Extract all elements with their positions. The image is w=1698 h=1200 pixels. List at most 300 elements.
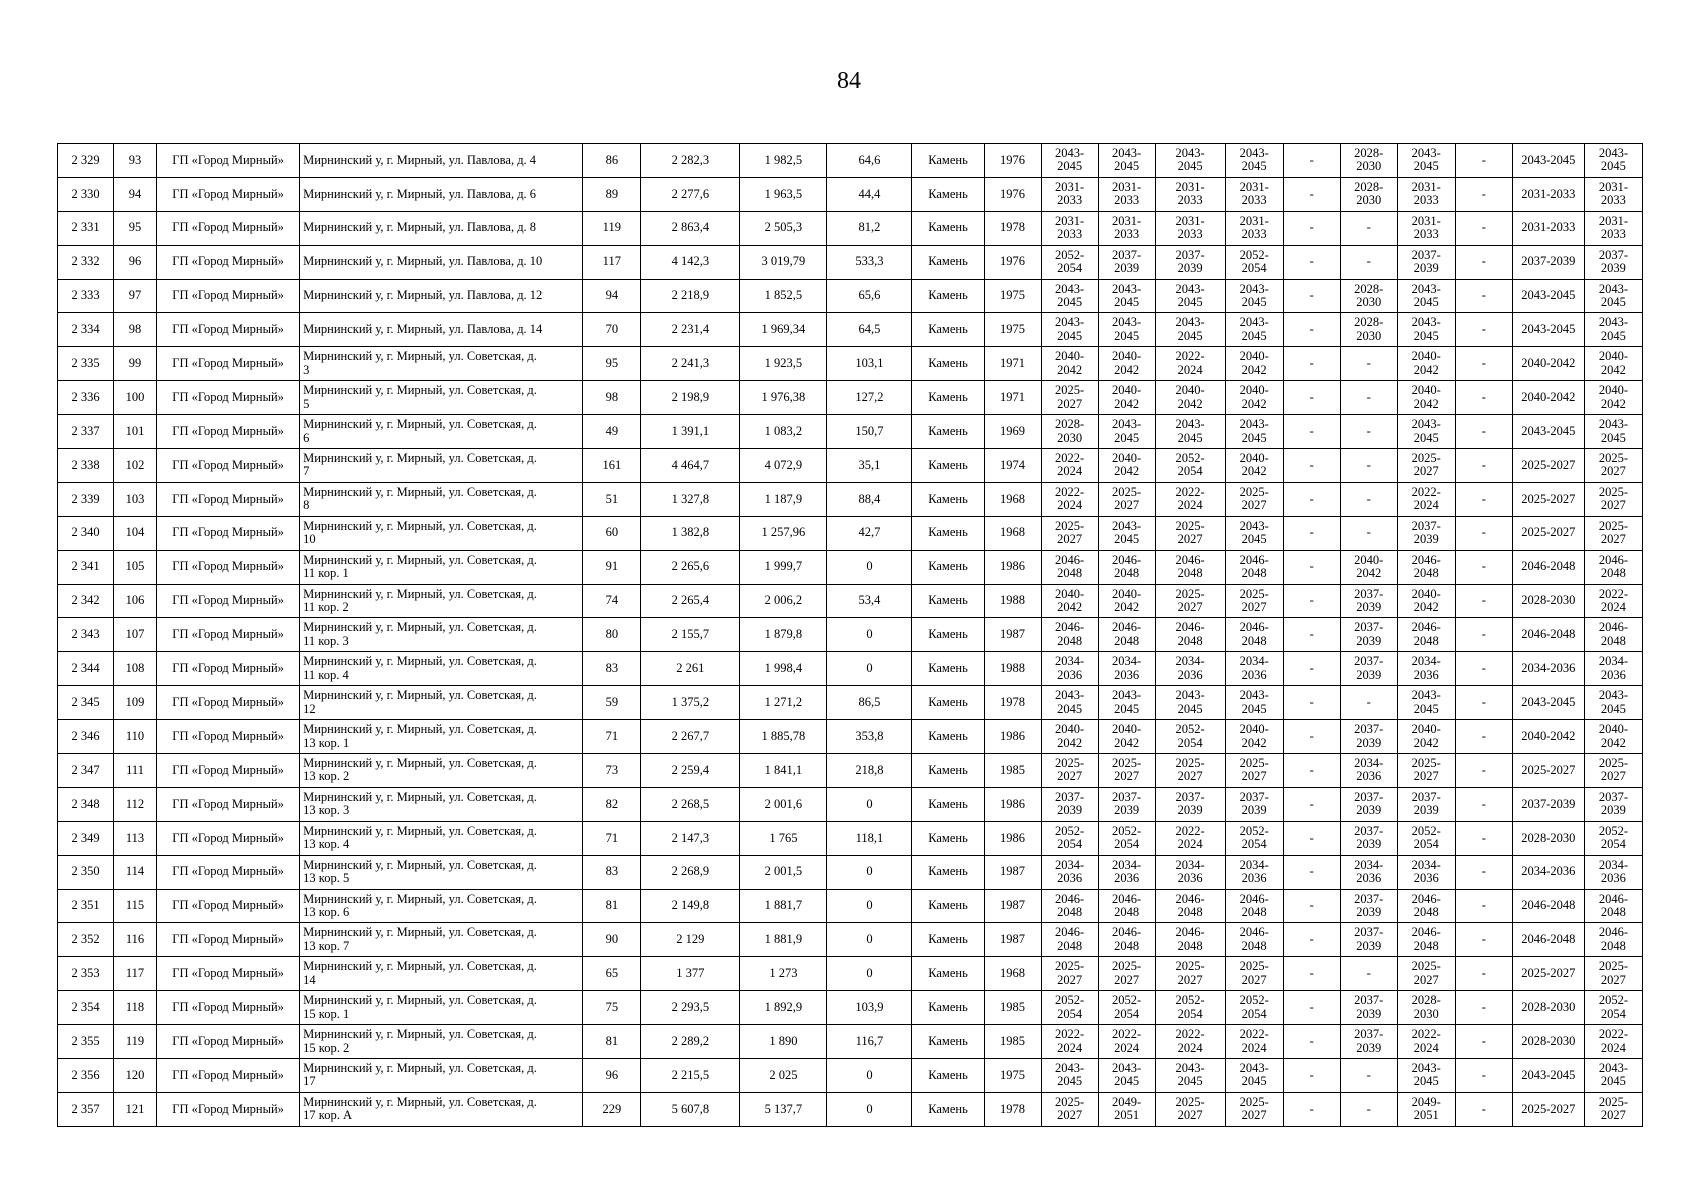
period-1-cell: 2052- 2054 [1041, 991, 1098, 1025]
period-3-cell: 2025- 2027 [1155, 1092, 1225, 1126]
period-6-cell: 2034- 2036 [1340, 855, 1397, 889]
period-7-cell: 2046- 2048 [1397, 923, 1455, 957]
period-1-cell: 2052- 2054 [1041, 245, 1098, 279]
period-4-cell: 2022- 2024 [1225, 1025, 1283, 1059]
table-row [58, 245, 1643, 279]
total-area-cell: 2 149,8 [641, 889, 740, 923]
period-9-cell: 2046-2048 [1512, 923, 1584, 957]
period-8-cell: - [1455, 686, 1512, 720]
living-area-cell: 4 072,9 [740, 449, 827, 483]
register-number-cell: 2 336 [58, 381, 114, 415]
period-10-cell: 2043- 2045 [1584, 1059, 1642, 1093]
period-2-cell: 2043- 2045 [1098, 313, 1155, 347]
build-year-cell: 1985 [984, 754, 1041, 788]
period-6-cell: 2037- 2039 [1340, 991, 1397, 1025]
period-3-cell: 2052- 2054 [1155, 991, 1225, 1025]
period-3-cell: 2025- 2027 [1155, 516, 1225, 550]
period-9-cell: 2031-2033 [1512, 211, 1584, 245]
apartments-count-cell: 65 [583, 957, 641, 991]
nonresidential-area-cell: 64,5 [827, 313, 912, 347]
period-7-cell: 2040- 2042 [1397, 720, 1455, 754]
nonresidential-area-cell: 42,7 [827, 516, 912, 550]
period-10-cell: 2046- 2048 [1584, 923, 1642, 957]
table-row [58, 923, 1643, 957]
period-1-cell: 2025- 2027 [1041, 957, 1098, 991]
register-number-cell: 2 335 [58, 347, 114, 381]
period-4-cell: 2043- 2045 [1225, 415, 1283, 449]
period-10-cell: 2025- 2027 [1584, 449, 1642, 483]
wall-material-cell: Камень [912, 313, 984, 347]
period-8-cell: - [1455, 889, 1512, 923]
table-row [58, 584, 1643, 618]
period-6-cell: - [1340, 381, 1397, 415]
item-number-cell: 105 [114, 550, 157, 584]
register-number-cell: 2 353 [58, 957, 114, 991]
period-8-cell: - [1455, 381, 1512, 415]
period-4-cell: 2043- 2045 [1225, 313, 1283, 347]
wall-material-cell: Камень [912, 449, 984, 483]
apartments-count-cell: 81 [583, 889, 641, 923]
period-2-cell: 2037- 2039 [1098, 245, 1155, 279]
total-area-cell: 2 198,9 [641, 381, 740, 415]
period-9-cell: 2040-2042 [1512, 347, 1584, 381]
period-5-cell: - [1283, 1025, 1340, 1059]
period-8-cell: - [1455, 313, 1512, 347]
item-number-cell: 97 [114, 279, 157, 313]
period-6-cell: - [1340, 245, 1397, 279]
register-number-cell: 2 357 [58, 1092, 114, 1126]
period-6-cell: 2028- 2030 [1340, 177, 1397, 211]
living-area-cell: 1 998,4 [740, 652, 827, 686]
period-8-cell: - [1455, 177, 1512, 211]
build-year-cell: 1971 [984, 347, 1041, 381]
total-area-cell: 1 391,1 [641, 415, 740, 449]
organization-cell: ГП «Город Мирный» [157, 686, 300, 720]
period-4-cell: 2043- 2045 [1225, 516, 1283, 550]
period-9-cell: 2034-2036 [1512, 652, 1584, 686]
living-area-cell: 1 999,7 [740, 550, 827, 584]
register-number-cell: 2 349 [58, 821, 114, 855]
table-row [58, 347, 1643, 381]
period-9-cell: 2043-2045 [1512, 1059, 1584, 1093]
period-3-cell: 2046- 2048 [1155, 889, 1225, 923]
period-1-cell: 2037- 2039 [1041, 787, 1098, 821]
period-5-cell: - [1283, 279, 1340, 313]
wall-material-cell: Камень [912, 991, 984, 1025]
address-cell: Мирнинский у, г. Мирный, ул. Советская, д. 5 [300, 381, 583, 415]
address-cell: Мирнинский у, г. Мирный, ул. Советская, д. 13 кор. 3 [300, 787, 583, 821]
period-7-cell: 2043- 2045 [1397, 1059, 1455, 1093]
period-6-cell: 2034- 2036 [1340, 754, 1397, 788]
period-2-cell: 2040- 2042 [1098, 449, 1155, 483]
table-row [58, 550, 1643, 584]
period-4-cell: 2043- 2045 [1225, 144, 1283, 178]
living-area-cell: 2 505,3 [740, 211, 827, 245]
period-2-cell: 2052- 2054 [1098, 991, 1155, 1025]
period-8-cell: - [1455, 415, 1512, 449]
register-number-cell: 2 331 [58, 211, 114, 245]
period-8-cell: - [1455, 347, 1512, 381]
period-3-cell: 2043- 2045 [1155, 1059, 1225, 1093]
period-9-cell: 2046-2048 [1512, 550, 1584, 584]
period-5-cell: - [1283, 686, 1340, 720]
period-1-cell: 2046- 2048 [1041, 889, 1098, 923]
period-6-cell: - [1340, 449, 1397, 483]
table-row [58, 313, 1643, 347]
table-row [58, 381, 1643, 415]
period-4-cell: 2031- 2033 [1225, 211, 1283, 245]
organization-cell: ГП «Город Мирный» [157, 821, 300, 855]
apartments-count-cell: 49 [583, 415, 641, 449]
living-area-cell: 2 025 [740, 1059, 827, 1093]
apartments-count-cell: 161 [583, 449, 641, 483]
period-3-cell: 2046- 2048 [1155, 618, 1225, 652]
apartments-count-cell: 73 [583, 754, 641, 788]
register-number-cell: 2 355 [58, 1025, 114, 1059]
period-1-cell: 2031- 2033 [1041, 177, 1098, 211]
organization-cell: ГП «Город Мирный» [157, 415, 300, 449]
period-6-cell: 2037- 2039 [1340, 618, 1397, 652]
period-1-cell: 2043- 2045 [1041, 313, 1098, 347]
period-1-cell: 2040- 2042 [1041, 347, 1098, 381]
register-number-cell: 2 329 [58, 144, 114, 178]
register-number-cell: 2 334 [58, 313, 114, 347]
address-cell: Мирнинский у, г. Мирный, ул. Советская, д. 17 [300, 1059, 583, 1093]
item-number-cell: 100 [114, 381, 157, 415]
nonresidential-area-cell: 0 [827, 957, 912, 991]
apartments-count-cell: 74 [583, 584, 641, 618]
address-cell: Мирнинский у, г. Мирный, ул. Советская, д. 13 кор. 7 [300, 923, 583, 957]
organization-cell: ГП «Город Мирный» [157, 787, 300, 821]
period-7-cell: 2034- 2036 [1397, 652, 1455, 686]
period-1-cell: 2043- 2045 [1041, 144, 1098, 178]
apartments-count-cell: 90 [583, 923, 641, 957]
living-area-cell: 2 001,5 [740, 855, 827, 889]
period-10-cell: 2022- 2024 [1584, 1025, 1642, 1059]
period-4-cell: 2040- 2042 [1225, 381, 1283, 415]
apartments-count-cell: 70 [583, 313, 641, 347]
item-number-cell: 103 [114, 482, 157, 516]
period-4-cell: 2040- 2042 [1225, 449, 1283, 483]
period-10-cell: 2043- 2045 [1584, 415, 1642, 449]
register-number-cell: 2 333 [58, 279, 114, 313]
organization-cell: ГП «Город Мирный» [157, 957, 300, 991]
item-number-cell: 113 [114, 821, 157, 855]
nonresidential-area-cell: 116,7 [827, 1025, 912, 1059]
nonresidential-area-cell: 44,4 [827, 177, 912, 211]
nonresidential-area-cell: 103,1 [827, 347, 912, 381]
period-10-cell: 2043- 2045 [1584, 144, 1642, 178]
total-area-cell: 2 215,5 [641, 1059, 740, 1093]
period-6-cell: 2028- 2030 [1340, 144, 1397, 178]
period-5-cell: - [1283, 855, 1340, 889]
period-2-cell: 2025- 2027 [1098, 482, 1155, 516]
period-7-cell: 2043- 2045 [1397, 144, 1455, 178]
period-3-cell: 2031- 2033 [1155, 211, 1225, 245]
wall-material-cell: Камень [912, 211, 984, 245]
period-10-cell: 2037- 2039 [1584, 245, 1642, 279]
wall-material-cell: Камень [912, 889, 984, 923]
register-number-cell: 2 341 [58, 550, 114, 584]
period-4-cell: 2046- 2048 [1225, 550, 1283, 584]
period-3-cell: 2037- 2039 [1155, 245, 1225, 279]
item-number-cell: 109 [114, 686, 157, 720]
period-3-cell: 2043- 2045 [1155, 686, 1225, 720]
nonresidential-area-cell: 65,6 [827, 279, 912, 313]
period-8-cell: - [1455, 516, 1512, 550]
period-8-cell: - [1455, 279, 1512, 313]
item-number-cell: 98 [114, 313, 157, 347]
period-10-cell: 2025- 2027 [1584, 516, 1642, 550]
organization-cell: ГП «Город Мирный» [157, 991, 300, 1025]
table-row [58, 1092, 1643, 1126]
period-3-cell: 2034- 2036 [1155, 652, 1225, 686]
period-2-cell: 2025- 2027 [1098, 754, 1155, 788]
build-year-cell: 1974 [984, 449, 1041, 483]
period-7-cell: 2049- 2051 [1397, 1092, 1455, 1126]
item-number-cell: 121 [114, 1092, 157, 1126]
period-6-cell: - [1340, 516, 1397, 550]
period-4-cell: 2034- 2036 [1225, 652, 1283, 686]
period-10-cell: 2034- 2036 [1584, 652, 1642, 686]
item-number-cell: 95 [114, 211, 157, 245]
period-9-cell: 2043-2045 [1512, 415, 1584, 449]
item-number-cell: 101 [114, 415, 157, 449]
organization-cell: ГП «Город Мирный» [157, 923, 300, 957]
address-cell: Мирнинский у, г. Мирный, ул. Советская, д. 11 кор. 2 [300, 584, 583, 618]
period-1-cell: 2028- 2030 [1041, 415, 1098, 449]
period-1-cell: 2046- 2048 [1041, 618, 1098, 652]
period-5-cell: - [1283, 550, 1340, 584]
address-cell: Мирнинский у, г. Мирный, ул. Советская, д. 15 кор. 2 [300, 1025, 583, 1059]
total-area-cell: 2 231,4 [641, 313, 740, 347]
period-7-cell: 2025- 2027 [1397, 957, 1455, 991]
period-6-cell: 2037- 2039 [1340, 889, 1397, 923]
period-5-cell: - [1283, 754, 1340, 788]
period-8-cell: - [1455, 652, 1512, 686]
build-year-cell: 1987 [984, 889, 1041, 923]
period-3-cell: 2043- 2045 [1155, 415, 1225, 449]
total-area-cell: 4 464,7 [641, 449, 740, 483]
living-area-cell: 1 881,7 [740, 889, 827, 923]
total-area-cell: 2 293,5 [641, 991, 740, 1025]
register-number-cell: 2 351 [58, 889, 114, 923]
build-year-cell: 1968 [984, 482, 1041, 516]
item-number-cell: 116 [114, 923, 157, 957]
register-number-cell: 2 352 [58, 923, 114, 957]
nonresidential-area-cell: 353,8 [827, 720, 912, 754]
build-year-cell: 1987 [984, 618, 1041, 652]
period-2-cell: 2049- 2051 [1098, 1092, 1155, 1126]
address-cell: Мирнинский у, г. Мирный, ул. Павлова, д. 8 [300, 211, 583, 245]
item-number-cell: 99 [114, 347, 157, 381]
address-cell: Мирнинский у, г. Мирный, ул. Советская, д. 13 кор. 2 [300, 754, 583, 788]
period-7-cell: 2046- 2048 [1397, 550, 1455, 584]
living-area-cell: 1 841,1 [740, 754, 827, 788]
organization-cell: ГП «Город Мирный» [157, 516, 300, 550]
period-4-cell: 2025- 2027 [1225, 957, 1283, 991]
build-year-cell: 1968 [984, 957, 1041, 991]
address-cell: Мирнинский у, г. Мирный, ул. Павлова, д. 10 [300, 245, 583, 279]
living-area-cell: 1 257,96 [740, 516, 827, 550]
period-7-cell: 2025- 2027 [1397, 449, 1455, 483]
wall-material-cell: Камень [912, 652, 984, 686]
living-area-cell: 1 885,78 [740, 720, 827, 754]
period-10-cell: 2046- 2048 [1584, 550, 1642, 584]
build-year-cell: 1976 [984, 245, 1041, 279]
build-year-cell: 1975 [984, 279, 1041, 313]
item-number-cell: 104 [114, 516, 157, 550]
address-cell: Мирнинский у, г. Мирный, ул. Павлова, д. 12 [300, 279, 583, 313]
period-10-cell: 2052- 2054 [1584, 821, 1642, 855]
period-10-cell: 2040- 2042 [1584, 381, 1642, 415]
register-number-cell: 2 356 [58, 1059, 114, 1093]
item-number-cell: 102 [114, 449, 157, 483]
organization-cell: ГП «Город Мирный» [157, 381, 300, 415]
period-9-cell: 2028-2030 [1512, 584, 1584, 618]
period-3-cell: 2040- 2042 [1155, 381, 1225, 415]
period-5-cell: - [1283, 211, 1340, 245]
living-area-cell: 5 137,7 [740, 1092, 827, 1126]
address-cell: Мирнинский у, г. Мирный, ул. Советская, д. 7 [300, 449, 583, 483]
period-5-cell: - [1283, 720, 1340, 754]
table-row [58, 652, 1643, 686]
total-area-cell: 2 147,3 [641, 821, 740, 855]
living-area-cell: 1 083,2 [740, 415, 827, 449]
nonresidential-area-cell: 0 [827, 855, 912, 889]
address-cell: Мирнинский у, г. Мирный, ул. Павлова, д. 6 [300, 177, 583, 211]
period-5-cell: - [1283, 1059, 1340, 1093]
build-year-cell: 1986 [984, 720, 1041, 754]
period-6-cell: - [1340, 415, 1397, 449]
period-10-cell: 2043- 2045 [1584, 279, 1642, 313]
organization-cell: ГП «Город Мирный» [157, 618, 300, 652]
register-number-cell: 2 342 [58, 584, 114, 618]
period-3-cell: 2025- 2027 [1155, 957, 1225, 991]
period-2-cell: 2034- 2036 [1098, 855, 1155, 889]
total-area-cell: 4 142,3 [641, 245, 740, 279]
period-1-cell: 2046- 2048 [1041, 923, 1098, 957]
period-1-cell: 2040- 2042 [1041, 720, 1098, 754]
period-8-cell: - [1455, 1025, 1512, 1059]
wall-material-cell: Камень [912, 686, 984, 720]
nonresidential-area-cell: 35,1 [827, 449, 912, 483]
organization-cell: ГП «Город Мирный» [157, 720, 300, 754]
period-5-cell: - [1283, 347, 1340, 381]
period-6-cell: 2037- 2039 [1340, 584, 1397, 618]
living-area-cell: 1 879,8 [740, 618, 827, 652]
nonresidential-area-cell: 150,7 [827, 415, 912, 449]
apartments-count-cell: 81 [583, 1025, 641, 1059]
period-1-cell: 2034- 2036 [1041, 855, 1098, 889]
period-6-cell: 2028- 2030 [1340, 279, 1397, 313]
period-2-cell: 2043- 2045 [1098, 415, 1155, 449]
living-area-cell: 2 006,2 [740, 584, 827, 618]
build-year-cell: 1969 [984, 415, 1041, 449]
living-area-cell: 1 963,5 [740, 177, 827, 211]
item-number-cell: 114 [114, 855, 157, 889]
period-9-cell: 2046-2048 [1512, 618, 1584, 652]
period-3-cell: 2037- 2039 [1155, 787, 1225, 821]
period-4-cell: 2043- 2045 [1225, 686, 1283, 720]
living-area-cell: 1 890 [740, 1025, 827, 1059]
build-year-cell: 1985 [984, 991, 1041, 1025]
period-2-cell: 2040- 2042 [1098, 347, 1155, 381]
period-2-cell: 2046- 2048 [1098, 550, 1155, 584]
period-9-cell: 2028-2030 [1512, 991, 1584, 1025]
item-number-cell: 112 [114, 787, 157, 821]
period-3-cell: 2046- 2048 [1155, 550, 1225, 584]
period-7-cell: 2043- 2045 [1397, 415, 1455, 449]
period-1-cell: 2043- 2045 [1041, 1059, 1098, 1093]
period-9-cell: 2040-2042 [1512, 720, 1584, 754]
period-4-cell: 2052- 2054 [1225, 245, 1283, 279]
period-5-cell: - [1283, 991, 1340, 1025]
address-cell: Мирнинский у, г. Мирный, ул. Советская, д. 11 кор. 4 [300, 652, 583, 686]
period-9-cell: 2025-2027 [1512, 482, 1584, 516]
address-cell: Мирнинский у, г. Мирный, ул. Советская, д. 13 кор. 1 [300, 720, 583, 754]
build-year-cell: 1978 [984, 211, 1041, 245]
total-area-cell: 2 241,3 [641, 347, 740, 381]
organization-cell: ГП «Город Мирный» [157, 144, 300, 178]
living-area-cell: 1 969,34 [740, 313, 827, 347]
period-2-cell: 2043- 2045 [1098, 686, 1155, 720]
table-row [58, 415, 1643, 449]
organization-cell: ГП «Город Мирный» [157, 889, 300, 923]
total-area-cell: 2 259,4 [641, 754, 740, 788]
living-area-cell: 2 001,6 [740, 787, 827, 821]
total-area-cell: 2 267,7 [641, 720, 740, 754]
period-6-cell: 2037- 2039 [1340, 1025, 1397, 1059]
wall-material-cell: Камень [912, 1025, 984, 1059]
apartments-count-cell: 71 [583, 821, 641, 855]
build-year-cell: 1988 [984, 584, 1041, 618]
period-7-cell: 2052- 2054 [1397, 821, 1455, 855]
period-6-cell: 2037- 2039 [1340, 923, 1397, 957]
period-9-cell: 2025-2027 [1512, 449, 1584, 483]
period-1-cell: 2043- 2045 [1041, 686, 1098, 720]
period-6-cell: 2037- 2039 [1340, 720, 1397, 754]
organization-cell: ГП «Город Мирный» [157, 211, 300, 245]
period-10-cell: 2052- 2054 [1584, 991, 1642, 1025]
period-5-cell: - [1283, 889, 1340, 923]
build-year-cell: 1986 [984, 821, 1041, 855]
period-6-cell: - [1340, 1059, 1397, 1093]
period-10-cell: 2022- 2024 [1584, 584, 1642, 618]
build-year-cell: 1986 [984, 550, 1041, 584]
table-row [58, 144, 1643, 178]
item-number-cell: 108 [114, 652, 157, 686]
nonresidential-area-cell: 0 [827, 787, 912, 821]
page-number: 84 [837, 68, 861, 94]
nonresidential-area-cell: 0 [827, 618, 912, 652]
period-5-cell: - [1283, 313, 1340, 347]
register-number-cell: 2 348 [58, 787, 114, 821]
item-number-cell: 120 [114, 1059, 157, 1093]
wall-material-cell: Камень [912, 482, 984, 516]
address-cell: Мирнинский у, г. Мирный, ул. Советская, д. 13 кор. 4 [300, 821, 583, 855]
period-3-cell: 2031- 2033 [1155, 177, 1225, 211]
period-8-cell: - [1455, 991, 1512, 1025]
period-8-cell: - [1455, 245, 1512, 279]
period-7-cell: 2043- 2045 [1397, 313, 1455, 347]
total-area-cell: 2 282,3 [641, 144, 740, 178]
nonresidential-area-cell: 127,2 [827, 381, 912, 415]
period-3-cell: 2046- 2048 [1155, 923, 1225, 957]
item-number-cell: 118 [114, 991, 157, 1025]
period-9-cell: 2043-2045 [1512, 144, 1584, 178]
period-10-cell: 2043- 2045 [1584, 313, 1642, 347]
